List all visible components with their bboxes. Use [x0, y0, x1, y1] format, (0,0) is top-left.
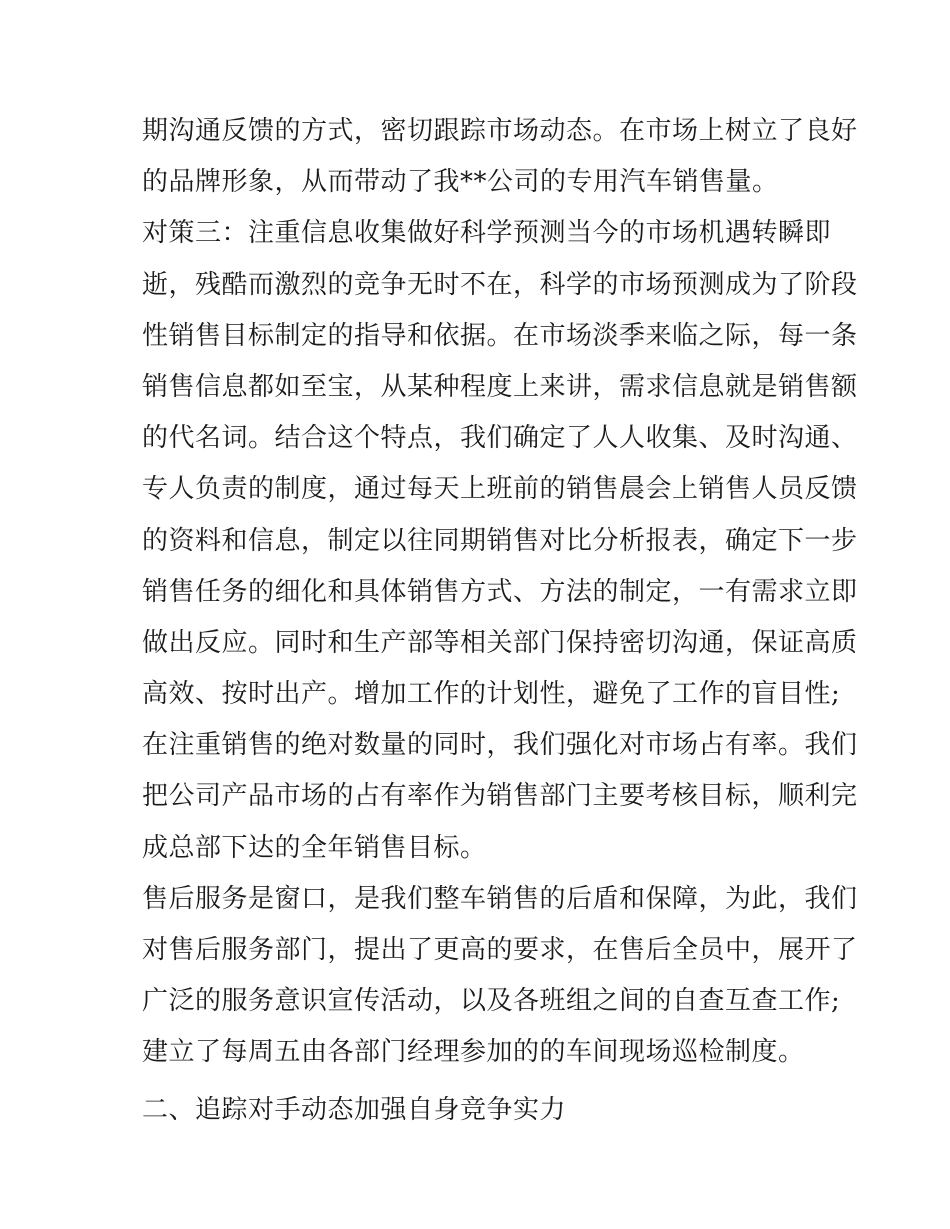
body-line: 销售任务的细化和具体销售方式、方法的制定，一有需求立即 [142, 576, 858, 607]
body-line: 的品牌形象，从而带动了我**公司的专用汽车销售量。 [142, 167, 779, 198]
body-line: 期沟通反馈的方式，密切跟踪市场动态。在市场上树立了良好 [142, 116, 858, 146]
body-line: 专人负责的制度，通过每天上班前的销售晨会上销售人员反馈 [142, 474, 858, 505]
body-line: 在注重销售的绝对数量的同时，我们强化对市场占有率。我们 [142, 730, 858, 761]
body-line: 广泛的服务意识宣传活动，以及各班组之间的自查互查工作; [142, 986, 841, 1017]
section-heading: 二、追踪对手动态加强自身竞争实力 [142, 1094, 567, 1125]
body-line: 逝，残酷而激烈的竞争无时不在，科学的市场预测成为了阶段 [142, 269, 858, 300]
body-line: 成总部下达的全年销售目标。 [142, 832, 487, 863]
body-line: 性销售目标制定的指导和依据。在市场淡季来临之际，每一条 [142, 320, 858, 351]
body-line: 把公司产品市场的占有率作为销售部门主要考核目标，顺利完 [142, 781, 858, 812]
body-line: 对售后服务部门，提出了更高的要求，在售后全员中，展开了 [142, 935, 858, 965]
body-line: 的资料和信息，制定以往同期销售对比分析报表，确定下一步 [142, 525, 858, 556]
body-line: 建立了每周五由各部门经理参加的的车间现场巡检制度。 [142, 1037, 805, 1068]
document-body [142, 106, 858, 1136]
body-line: 的代名词。结合这个特点，我们确定了人人收集、及时沟通、 [142, 423, 858, 454]
body-line: 做出反应。同时和生产部等相关部门保持密切沟通，保证高质 [142, 627, 858, 658]
body-line: 售后服务是窗口，是我们整车销售的后盾和保障，为此，我们 [142, 883, 858, 914]
body-line: 对策三：注重信息收集做好科学预测当今的市场机遇转瞬即 [142, 218, 832, 249]
body-line: 高效、按时出产。增加工作的计划性，避免了工作的盲目性; [142, 679, 841, 710]
body-line: 销售信息都如至宝，从某种程度上来讲，需求信息就是销售额 [142, 371, 858, 402]
